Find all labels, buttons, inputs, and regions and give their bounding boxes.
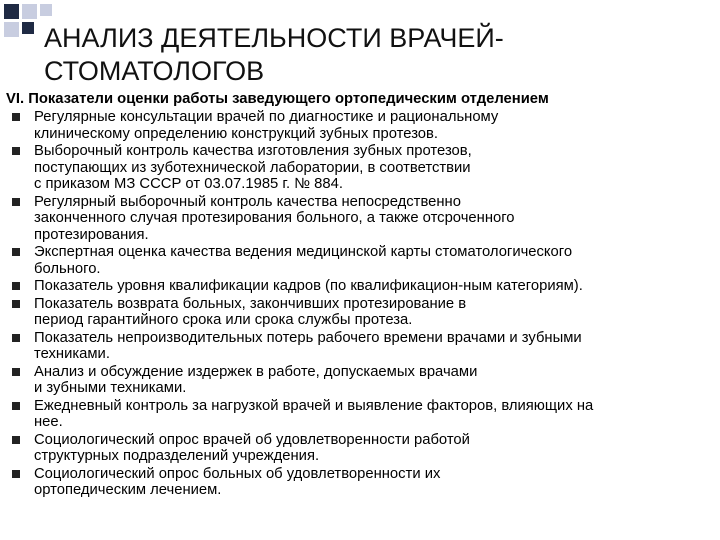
square-bullet-icon — [12, 334, 20, 342]
square-bullet-icon — [12, 368, 20, 376]
decor-square-light — [40, 4, 52, 16]
list-item-text: Показатель уровня квалификации кадров (по квалификацион-ным категориям). — [34, 278, 583, 294]
list-item — [6, 398, 711, 431]
decor-square-dark — [4, 4, 19, 19]
bullet-list — [6, 109, 711, 499]
list-item — [6, 330, 711, 363]
square-bullet-icon — [12, 436, 20, 444]
list-item — [6, 466, 711, 499]
square-bullet-icon — [12, 198, 20, 206]
square-bullet-icon — [12, 282, 20, 290]
decor-square-light — [22, 4, 37, 19]
decor-square-dark — [22, 22, 34, 34]
list-item — [6, 364, 711, 397]
square-bullet-icon — [12, 147, 20, 155]
list-item-text: Экспертная оценка качества ведения медицинской карты стоматологического больного. — [34, 244, 573, 277]
list-item — [6, 109, 711, 142]
list-item — [6, 244, 711, 277]
square-bullet-icon — [12, 300, 20, 308]
square-bullet-icon — [12, 248, 20, 256]
list-item-text: Социологический опрос больных об удовлетворенности их ортопедическим лечением. — [34, 465, 441, 498]
decor-square-light — [4, 22, 19, 37]
list-item-text: Показатель возврата больных, закончивших протезирование в период гарантийного срока или срока службы протеза. — [34, 295, 467, 328]
list-item-text: Регулярный выборочный контроль качества непосредственно законченного случая протезирования больного, а также отсроченного протезирования. — [34, 193, 515, 243]
list-item — [6, 296, 711, 329]
slide-title: АНАЛИЗ ДЕЯТЕЛЬНОСТИ ВРАЧЕЙ- СТОМАТОЛОГОВ — [44, 23, 504, 86]
square-bullet-icon — [12, 113, 20, 121]
square-bullet-icon — [12, 402, 20, 410]
list-item-text: Ежедневный контроль за нагрузкой врачей и выявление факторов, влияющих на нее. — [34, 397, 594, 430]
list-item — [6, 432, 711, 465]
list-item — [6, 143, 711, 193]
slide-content — [6, 91, 711, 500]
list-item-text: Социологический опрос врачей об удовлетворенности работой структурных подразделений учреждения. — [34, 431, 470, 464]
list-item-text: Анализ и обсуждение издержек в работе, допускаемых врачами и зубными техниками. — [34, 363, 478, 396]
list-item-text: Регулярные консультации врачей по диагностике и рациональному клиническому определению конструкций зубных протезов. — [34, 109, 499, 142]
list-item-text: Выборочный контроль качества изготовления зубных протезов, поступающих из зуботехнической лаборатории, в соответствии с приказом МЗ СССР от 03.07.1985 г. № 884. — [34, 143, 472, 192]
list-item — [6, 278, 711, 295]
list-item — [6, 194, 711, 244]
list-item-text: Показатель непроизводительных потерь рабочего времени врачами и зубными техниками. — [34, 329, 582, 362]
square-bullet-icon — [12, 470, 20, 478]
section-heading: VI. Показатели оценки работы заведующего ортопедическим отделением — [6, 91, 549, 107]
